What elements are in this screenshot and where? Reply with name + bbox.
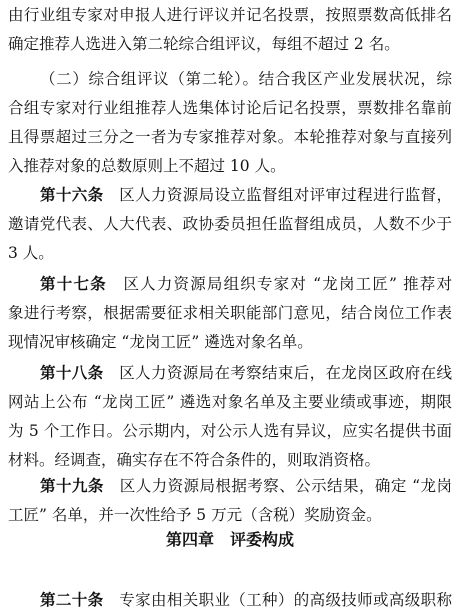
paragraph-line: 邀请党代表、人大代表、政协委员担任监督组成员，人数不少于 <box>8 215 452 233</box>
article-19-label: 第十九条 <box>40 477 104 495</box>
article-16-text: 区人力资源局设立监督组对评审过程进行监督， <box>119 186 452 204</box>
article-20-line <box>40 588 452 612</box>
article-20-text: 专家由相关职业（工种）的高级技师或高级职称 <box>119 591 452 609</box>
article-17-label: 第十七条 <box>40 275 107 293</box>
paragraph-line: 象进行考察，根据需要征求相关职能部门意见，结合岗位工作表 <box>8 304 452 322</box>
paragraph-line: 工匠” 名单，并一次性给予 5 万元（含税）奖励资金。 <box>8 506 382 524</box>
paragraph-line: 入推荐对象的总数原则上不超过 10 人。 <box>8 157 286 175</box>
article-17-text: 区人力资源局组织专家对 “龙岗工匠” 推荐对 <box>123 275 452 293</box>
paragraph-line: 由行业组专家对申报人进行评议并记名投票，按照票数高低排名 <box>8 6 452 24</box>
chapter-heading: 第四章 评委构成 <box>165 530 294 549</box>
article-17-line <box>40 272 452 296</box>
article-18-text: 区人力资源局在考察结束后，在龙岗区政府在线 <box>119 364 452 382</box>
article-19-text: 区人力资源局根据考察、公示结果，确定 “龙岗 <box>119 477 452 495</box>
article-16-label: 第十六条 <box>40 186 104 204</box>
article-18-label: 第十八条 <box>40 364 104 382</box>
article-19-line <box>40 474 452 498</box>
article-18-line <box>40 361 452 385</box>
paragraph-line: 材料。经调查，确实存在不符合条件的，则取消资格。 <box>8 451 381 469</box>
paragraph-line: 且得票超过三分之一者为专家推荐对象。本轮推荐对象与直接列 <box>8 128 452 146</box>
paragraph-line: 确定推荐人选进入第二轮综合组评议，每组不超过 2 名。 <box>8 35 400 53</box>
paragraph-line: 合组专家对行业组推荐人选集体讨论后记名投票，票数排名靠前 <box>8 99 452 117</box>
paragraph-line: 3 人。 <box>8 244 54 262</box>
article-20-label: 第二十条 <box>40 591 104 609</box>
paragraph-line: （二）综合组评议（第二轮）。结合我区产业发展状况，综 <box>40 70 452 88</box>
paragraph-line: 为 5 个工作日。公示期内，对公示人选有异议，应实名提供书面 <box>8 422 452 440</box>
paragraph-line: 网站上公布 “龙岗工匠” 遴选对象名单及主要业绩或事迹，期限 <box>8 393 452 411</box>
paragraph-line: 现情况审核确定 “龙岗工匠” 遴选对象名单。 <box>8 333 313 351</box>
article-16-line <box>40 183 452 207</box>
